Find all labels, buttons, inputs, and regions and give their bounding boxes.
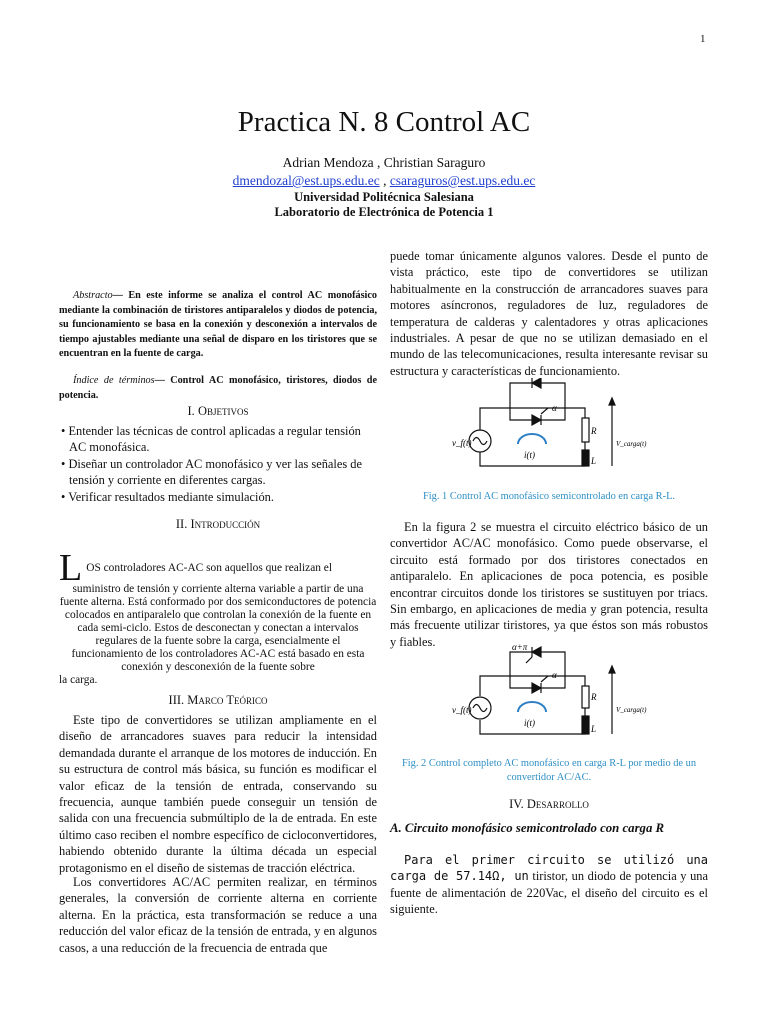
author-emails: [0, 173, 768, 189]
label-source: v_f(t): [452, 438, 472, 448]
email-separator: ,: [379, 173, 390, 188]
section-heading-marco: III. Marco Teórico: [168, 693, 268, 707]
figure-2-caption: Fig. 2 Control completo AC monofásico en carga R-L por medio de un convertidor AC/AC.: [401, 758, 697, 783]
drop-cap: L: [59, 547, 83, 589]
authors: Adrian Mendoza , Christian Saraguro: [282, 155, 486, 170]
index-terms-label: Índice de términos: [73, 374, 155, 386]
label-resistor: R: [591, 692, 597, 702]
list-item: • Verificar resultados mediante simulación.: [61, 489, 274, 504]
affiliation: Universidad Politécnica Salesiana: [294, 190, 474, 204]
development-first-line: Para el primer circuito se utilizó una carga de 57.14Ω, un: [390, 853, 708, 884]
objectives-list: [59, 423, 377, 505]
label-resistor: R: [591, 426, 597, 436]
label-vload: V_carga(t): [616, 706, 647, 714]
label-alpha-pi: α+π: [512, 642, 528, 652]
label-current: i(t): [524, 450, 535, 460]
list-item: • Diseñar un controlador AC monofásico y ver las señales de tensión y corriente en diferentes cargas.: [61, 456, 362, 488]
abstract-text: — En este informe se analiza el control AC monofásico mediante la combinación de tiristores antiparalelos y diodos de potencia, su funcionamiento se basa en la conexión y desconexión a intervalos de tiempo ajustables mediante una señal de disparo en los tiristores que se encuentran en la fuente de carga.: [59, 290, 377, 360]
label-alpha: α: [552, 670, 557, 680]
subsection-heading: A. Circuito monofásico semicontrolado con carga R: [390, 821, 665, 835]
intro-paragraph: [59, 547, 377, 687]
section-title: Objetivos: [197, 404, 249, 418]
marco-paragraph-2: Los convertidores AC/AC permiten realizar, en términos generales, la conversión de corriente alterna en corriente alterna. En la práctica, esta transformación se reduce a una reducción del valor eficaz de la tensión de entrada, y en algunos casos, a una reducción de la frecuencia de entrada que: [59, 875, 377, 955]
email-link-1[interactable]: dmendozal@est.ups.edu.ec: [232, 173, 380, 188]
abstract-label: Abstracto: [73, 290, 113, 301]
page-number: 1: [700, 33, 706, 45]
intro-body: suministro de tensión y corriente alterna variable a partir de una fuente alterna. Está conformado por dos semiconductores de potencia colocados en antiparalelo que controlan la conexión de la fuente en cada semi-ciclo. Estos de desconectan y conectan a intervalos regulares de la fuente sobre la carga, esencialmente el funcionamiento de los controladores AC-AC está basado en esta conexión y desconexión de la fuente sobre: [59, 583, 377, 673]
right-paragraph-1: puede tomar únicamente algunos valores. Desde el punto de vista práctico, este tipo de convertidores se utilizan habitualmente en la construcción de arrancadores suaves para motores asíncronos, reguladores de luz, reguladores de temperatura de calderas y calentadores y otras aplicaciones industriales. A pesar de que no se utilizan demasiado en el mundo de las telecomunicaciones, resulta interesante revisar su estructura y características de funcionamiento.: [390, 249, 708, 378]
development-paragraph: [390, 852, 708, 918]
marco-paragraph-1: Este tipo de convertidores se utilizan ampliamente en el diseño de arrancadores suaves para reducir la intensidad demandada durante el arranque de los motores de inducción. En su estructura de control más básica, su función es modificar el valor eficaz de la tensión de entrada, conservando su frecuencia, aunque también puede conseguir un tensión de salida con una frecuencia submúltiplo de la de entrada. En este último caso reciben el nombre específico de cicloconvertidores, habiendo obtenido durante la última década un especial protagonismo en el diseño de sistemas de tracción eléctrica.: [59, 713, 377, 875]
label-source: v_f(t): [452, 705, 472, 715]
right-paragraph-2: En la figura 2 se muestra el circuito eléctrico básico de un convertidor AC/AC monofásico. Como puede observarse, el circuito está formado por dos tiristores conectados en antiparalelo. En aplicaciones de poca potencia, es posible encontrar circuitos donde los tiristores se sustituyen por triacs. Sin embargo, en aplicaciones de media y gran potencia, resulta más frecuente utilizar tiristores, ya que éstos son más robustos y fiables.: [390, 520, 708, 649]
paper-title: Practica N. 8 Control AC: [237, 106, 531, 138]
section-heading-introduccion: II. Introducción: [175, 517, 261, 531]
list-item: • Entender las técnicas de control aplicadas a regular tensión AC monofásica.: [61, 424, 361, 455]
intro-last: la carga.: [59, 674, 98, 686]
label-alpha: α: [552, 403, 557, 413]
index-terms-text: — Control AC monofásico, tiristores, diodos de potencia.: [59, 374, 377, 401]
label-current: i(t): [524, 718, 535, 728]
section-number: I.: [187, 404, 195, 418]
email-link-2[interactable]: csaraguros@est.ups.edu.ec: [389, 173, 536, 188]
label-inductor: L: [591, 724, 597, 734]
intro-first-line: OS controladores AC-AC son aquellos que realizan el: [86, 562, 333, 574]
label-inductor: L: [591, 456, 597, 466]
lab-name: Laboratorio de Electrónica de Potencia 1: [274, 205, 494, 219]
figure-1-circuit: [440, 378, 690, 488]
section-heading-desarrollo: IV. Desarrollo: [509, 797, 589, 811]
label-vload: V_carga(t): [616, 440, 647, 448]
figure-2-circuit: [440, 640, 690, 752]
section-heading-objetivos: [59, 403, 377, 419]
abstract: [59, 289, 377, 362]
abstract-block: [59, 289, 377, 403]
development-rest: tiristor, un diodo de potencia y una fuente de alimentación de 220Vac, el diseño del circuito es el siguiente.: [390, 869, 708, 917]
figure-1-caption: Fig. 1 Control AC monofásico semicontrolado en carga R-L.: [422, 491, 676, 502]
index-terms: [59, 374, 377, 403]
